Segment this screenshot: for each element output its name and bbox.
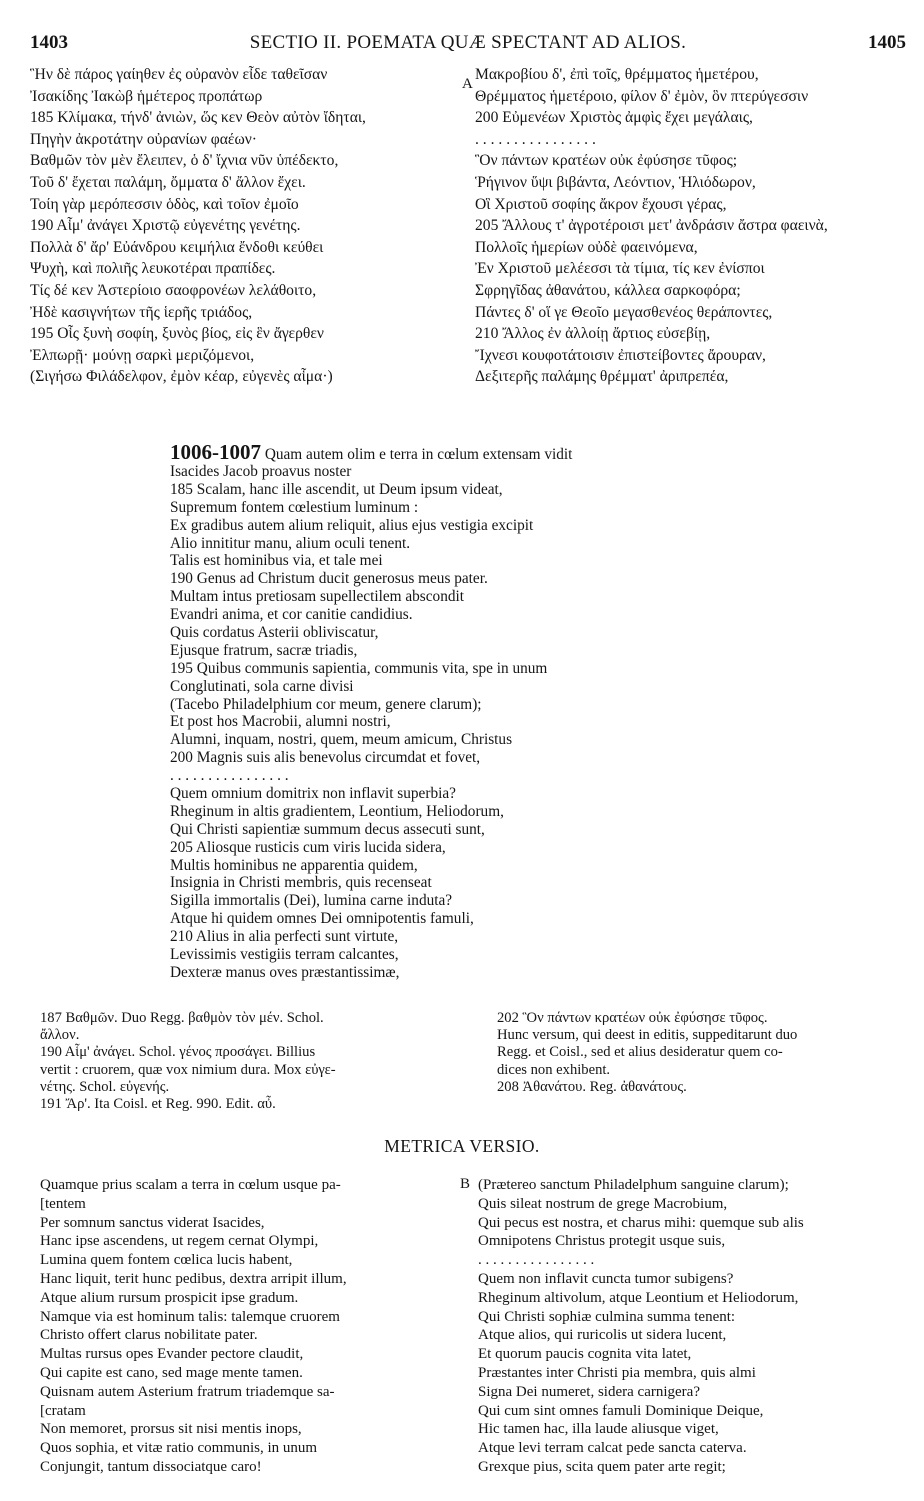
metrica-verse-line: Atque alium rursum prospicit ipse gradum. <box>40 1289 299 1306</box>
latin-verse-line: Ejusque fratrum, sacræ triadis, <box>170 641 358 659</box>
metrica-verse-line: Quamque prius scalam a terra in cœlum usque pa- <box>40 1177 341 1193</box>
greek-verse-line: . . . . . . . . . . . . . . . . <box>475 130 596 148</box>
metrica-versio-heading: METRICA VERSIO. <box>384 1136 540 1156</box>
column-marker-b: B <box>460 1176 471 1192</box>
greek-verse-line: Ἴχνεσι κουφοτάτοισιν ἐπιστείβοντες ἄρουραν, <box>475 346 766 364</box>
latin-verse-line: Qui Christi sapientiæ summum decus assecuti sunt, <box>170 820 485 838</box>
greek-verse-line: Δεξιτερῆς παλάμης θρέμματ' ἀριπρεπέα, <box>475 368 729 386</box>
latin-verse-line: 195 Quibus communis sapientia, communis vita, spe in unum <box>170 659 548 677</box>
greek-verse-line: Οἳ Χριστοῦ σοφίης ἄκρον ἔχουσι γέρας, <box>475 195 727 213</box>
metrica-verse-line: Qui pecus est nostra, et charus mihi: quemque sub alis <box>478 1214 804 1231</box>
greek-verse-line: Πηγὴν ἀκροτάτην οὐρανίων φαέων· <box>30 130 257 148</box>
latin-verse-line: Alumni, inquam, nostri, quem, meum amicum, Christus <box>170 731 513 749</box>
metrica-verse-line: Grexque pius, scita quem pater arte regit; <box>478 1458 726 1475</box>
metrica-verse-line: Atque alios, qui ruricolis ut sidera lucent, <box>478 1327 727 1344</box>
metrica-verse-line: Omnipotens Christus protegit usque suis, <box>478 1233 726 1250</box>
metrica-verse-line: Qui Christi sophiæ culmina summa tenent: <box>478 1308 736 1325</box>
footnote-line: ἄλλον. <box>40 1027 80 1044</box>
notes-right-column <box>497 1010 917 1096</box>
greek-verse-line: Σφρηγῖδας ἀθανάτου, κάλλεα σαρκοφόρα; <box>475 281 741 299</box>
latin-verse-line: 185 Scalam, hanc ille ascendit, ut Deum ipsum videat, <box>170 480 503 498</box>
latin-verse-line: 190 Genus ad Christum ducit generosus meus pater. <box>170 570 488 588</box>
latin-verse-line: Quis cordatus Asterii obliviscatur, <box>170 624 379 642</box>
greek-verse-line: Τίς δέ κεν Ἀστερίοιο σαοφρονέων λελάθοιτο, <box>30 281 317 299</box>
greek-verse-line: Ἣν δὲ πάρος γαίηθεν ἐς οὐρανὸν εἶδε ταθεῖσαν <box>30 66 328 83</box>
footnote-line: Regg. et Coisl., sed et alius desideratur quem co- <box>497 1044 783 1061</box>
latin-verse-line: Atque hi quidem omnes Dei omnipotentis famuli, <box>170 910 474 928</box>
latin-verse-line: 205 Aliosque rusticis cum viris lucida sidera, <box>170 838 446 856</box>
greek-verse-line: Ψυχὴ, καὶ πολιῆς λευκοτέραι πραπίδες. <box>30 260 276 278</box>
latin-verse-line: Rheginum in altis gradientem, Leontium, Heliodorum, <box>170 802 504 820</box>
greek-verse-line: Ἰσακίδης Ἰακὼβ ἡμέτερος προπάτωρ <box>30 87 263 105</box>
greek-verse-line: Ῥήγινον ὕψι βιβάντα, Λεόντιον, Ἡλιόδωρον, <box>475 173 756 191</box>
latin-verse-line: 200 Magnis suis alis benevolus circumdat et fovet, <box>170 749 481 767</box>
notes-left-column <box>40 1010 470 1113</box>
latin-verse-line: Multis hominibus ne apparentia quidem, <box>170 856 418 874</box>
footnote-line: 187 Βαθμῶν. Duo Regg. βαθμὸν τὸν μέν. Schol. <box>40 1010 324 1026</box>
footnote-line: 191 Ἄρ'. Ita Coisl. et Reg. 990. Edit. αὖ. <box>40 1095 276 1112</box>
metrica-right-column <box>478 1176 918 1477</box>
greek-verse-line: Ὃν πάντων κρατέων οὐκ ἐφύσησε τῦφος; <box>475 152 738 170</box>
greek-verse-line: 185 Κλίμακα, τήνδ' ἀνιὼν, ὥς κεν Θεὸν αὐτὸν ἴδηται, <box>30 109 366 127</box>
metrica-verse-line: [tentem <box>40 1195 86 1212</box>
greek-verse-line: 195 Οἷς ξυνὴ σοφίη, ξυνὸς βίος, εἰς ἓν ἄγερθεν <box>30 325 324 343</box>
metrica-verse-line: Præstantes inter Christi pia membra, quis almi <box>478 1364 756 1381</box>
latin-translation <box>170 441 820 982</box>
greek-verse-line: Θρέμματος ἡμετέροιο, φίλον δ' ἐμὸν, ὃν πτερύγεσσιν <box>475 87 809 105</box>
latin-verse-line: Dexteræ manus oves præstantissimæ, <box>170 963 400 981</box>
footnote-line: vertit : cruorem, quæ vox nimium dura. Mox εὐγε- <box>40 1061 336 1078</box>
running-title: SECTIO II. POEMATA QUÆ SPECTANT AD ALIOS. <box>249 32 687 53</box>
greek-verse-line: Τοῦ δ' ἔχεται παλάμη, ὄμματα δ' ἄλλον ἔχει. <box>30 173 306 191</box>
footnote-line: 208 Ἀθανάτου. Reg. ἀθανάτους. <box>497 1078 687 1095</box>
latin-verse-line: Sigilla immortalis (Dei), lumina carne induta? <box>170 892 453 910</box>
latin-verse-line: Levissimis vestigiis terram calcantes, <box>170 946 399 964</box>
latin-verse-line: Multam intus pretiosam supellectilem abscondit <box>170 588 464 606</box>
metrica-verse-line: Non memoret, prorsus sit nisi mentis inops, <box>40 1421 302 1438</box>
greek-verse-line: Μακροβίου δ', ἐπὶ τοῖς, θρέμματος ἡμετέρου, <box>475 66 759 83</box>
greek-verse-line: 190 Αἷμ' ἀνάγει Χριστῷ εὐγενέτης γενέτης. <box>30 217 301 235</box>
footnote-line: Hunc versum, qui deest in editis, suppeditarunt duo <box>497 1027 798 1044</box>
metrica-verse-line: Quos sophia, et vitæ ratio communis, in unum <box>40 1440 318 1457</box>
latin-verse-line: Ex gradibus autem alium reliquit, alius ejus vestigia excipit <box>170 516 534 534</box>
latin-verse-line: Insignia in Christi membris, quis recenseat <box>170 874 432 892</box>
greek-verse-line: Πολλοῖς ἡμερίων οὐδὲ φαεινόμενα, <box>475 238 698 256</box>
metrica-verse-line: [cratam <box>40 1402 86 1419</box>
metrica-verse-line: Per somnum sanctus viderat Isacides, <box>40 1214 265 1231</box>
greek-verse-line: Βαθμῶν τὸν μὲν ἔλειπεν, ὁ δ' ἴχνια νῦν ὑπέδεκτο, <box>30 152 339 170</box>
metrica-verse-line: Qui capite est cano, sed mage mente tamen. <box>40 1364 303 1381</box>
latin-verse-line: Isacides Jacob proavus noster <box>170 463 352 480</box>
footnote-line: νέτης. Schol. εὐγενής. <box>40 1078 170 1095</box>
metrica-verse-line: Lumina quem fontem cœlica lucis habent, <box>40 1252 293 1269</box>
footnote-line: dices non exhibent. <box>497 1061 611 1078</box>
metrica-verse-line: Conjungit, tantum dissociatque caro! <box>40 1458 262 1475</box>
metrica-verse-line: Hanc ipse ascendens, ut regem cernat Olympi, <box>40 1233 319 1250</box>
metrica-verse-line: . . . . . . . . . . . . . . . . <box>478 1252 595 1269</box>
column-marker-a: A <box>462 76 473 92</box>
metrica-verse-line: Et quorum paucis cognita vita latet, <box>478 1346 692 1363</box>
latin-verse-line: . . . . . . . . . . . . . . . . <box>170 767 289 785</box>
metrica-verse-line: Multas rursus opes Evander pectore claudit, <box>40 1346 304 1363</box>
metrica-verse-line: Qui cum sint omnes famuli Dominique Deique, <box>478 1402 764 1419</box>
metrica-verse-line: Christo offert clarus nobilitate pater. <box>40 1327 258 1344</box>
greek-verse-line: Ἐν Χριστοῦ μελέεσσι τὰ τίμια, τίς κεν ἐνίσποι <box>475 260 765 278</box>
greek-verse-line: Ἐλπωρῇ· μούνῃ σαρκὶ μεριζόμενοι, <box>30 346 255 364</box>
column-number-heading: 1006-1007 <box>170 440 261 464</box>
greek-verse-line: Ἠδὲ κασιγνήτων τῆς ἱερῆς τριάδος, <box>30 303 253 321</box>
metrica-verse-line: Atque levi terram calcat pede sancta caterva. <box>478 1440 747 1457</box>
greek-verse-line: 210 Ἄλλος ἐν ἀλλοίῃ ἄρτιος εὐσεβίῃ, <box>475 325 711 343</box>
greek-verse-line: Πολλὰ δ' ἄρ' Εὐάνδρου κειμήλια ἔνδοθι κεύθει <box>30 238 324 256</box>
latin-verse-line: Conglutinati, sola carne divisi <box>170 677 354 695</box>
footnote-line: 202 Ὃν πάντων κρατέων οὐκ ἐφύσησε τῦφος. <box>497 1010 768 1026</box>
latin-verse-line: Talis est hominibus via, et tale mei <box>170 552 383 570</box>
latin-verse-line: Alio innititur manu, alium oculi tenent. <box>170 534 411 552</box>
metrica-verse-line: Quem non inflavit cuncta tumor subigens? <box>478 1270 734 1287</box>
metrica-verse-line: (Prætereo sanctum Philadelphum sanguine clarum); <box>478 1177 789 1193</box>
metrica-verse-line: Namque via est hominum talis: talemque cruorem <box>40 1308 340 1325</box>
greek-verse-line: Πάντες δ' οἵ γε Θεοῖο μεγασθενέος θεράποντες, <box>475 303 773 321</box>
latin-verse-line: Et post hos Macrobii, alumni nostri, <box>170 713 391 731</box>
latin-verse-line <box>170 441 820 463</box>
footnote-line: 190 Αἷμ' ἀνάγει. Schol. γένος προσάγει. Billius <box>40 1044 316 1061</box>
page-header <box>30 32 906 54</box>
latin-verse-line: (Tacebo Philadelphium cor meum, genere clarum); <box>170 695 482 713</box>
metrica-left-column <box>40 1176 465 1477</box>
latin-verse-line: Supremum fontem cœlestium luminum : <box>170 498 419 516</box>
greek-text-left-column <box>30 64 470 388</box>
metrica-verse-line: Rheginum altivolum, atque Leontium et Heliodorum, <box>478 1289 799 1306</box>
metrica-verse-line: Hanc liquit, terit hunc pedibus, dextra arripit illum, <box>40 1270 347 1287</box>
metrica-verse-line: Hic tamen hac, illa laude aliusque viget, <box>478 1421 719 1438</box>
metrica-verse-line: Quisnam autem Asterium fratrum triademque sa- <box>40 1383 335 1400</box>
greek-text-right-column <box>475 64 915 388</box>
greek-verse-line: Τοίη γὰρ μερόπεσσιν ὁδὸς, καὶ τοῖον ἐμοῖο <box>30 195 299 213</box>
latin-verse-text: Quam autem olim e terra in cœlum extensam vidit <box>261 446 573 463</box>
metrica-verse-line: Quis sileat nostrum de grege Macrobium, <box>478 1195 728 1212</box>
page-number-right: 1405 <box>868 32 906 53</box>
page-number-left: 1403 <box>30 32 68 53</box>
greek-verse-line: 205 Ἄλλους τ' ἀγροτέροισι μετ' ἀνδράσιν ἄστρα φαεινὰ, <box>475 217 828 235</box>
greek-verse-line: (Σιγήσω Φιλάδελφον, ἐμὸν κέαρ, εὐγενὲς αἷμα·) <box>30 368 333 386</box>
latin-verse-line: 210 Alius in alia perfecti sunt virtute, <box>170 928 399 946</box>
latin-verse-line: Quem omnium domitrix non inflavit superbia? <box>170 785 456 803</box>
metrica-verse-line: Signa Dei numeret, sidera carnigera? <box>478 1383 700 1400</box>
latin-verse-line: Evandri anima, et cor canitie candidius. <box>170 606 413 624</box>
greek-verse-line: 200 Εὐμενέων Χριστὸς ἀμφὶς ἔχει μεγάλαις, <box>475 109 753 127</box>
